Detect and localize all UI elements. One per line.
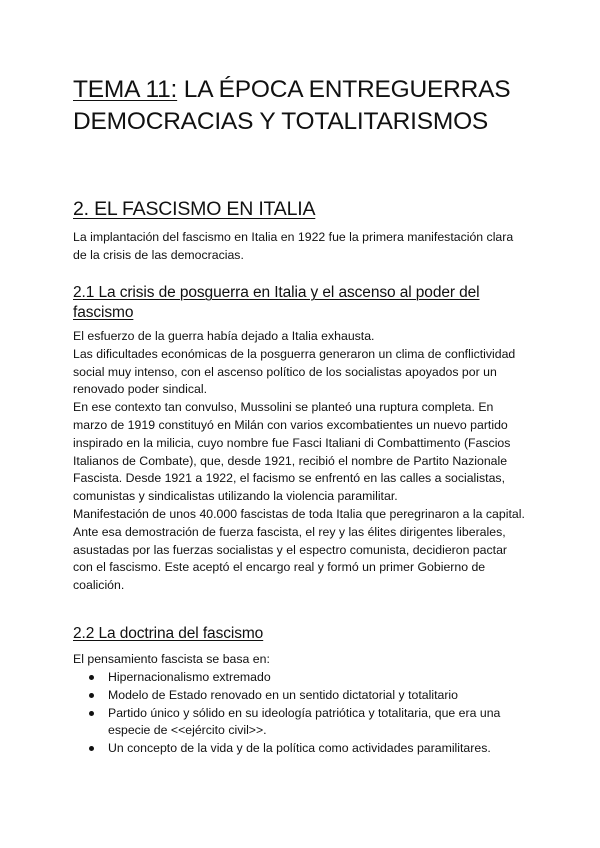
paragraph: En ese contexto tan convulso, Mussolini se planteó una ruptura completa. En marzo de 1919 constituyó en Milán con varios excombatientes un nuevo partido inspirado en la milicia, cuyo nombre fue Fasci Italiani di Combattimento (Fascios Italianos de Combate), que, desde 1921, recibió el nombre de Partito Nazionale Fascista. Desde 1921 a 1922, el facismo se enfrentó en las calles a socialistas, comunistas y sindicalistas utilizando la violencia paramilitar. xyxy=(73,400,511,504)
paragraph: El esfuerzo de la guerra había dejado a Italia exhausta. xyxy=(73,329,375,343)
paragraph: El pensamiento fascista se basa en: xyxy=(73,652,270,666)
subsection-2-1-body xyxy=(73,328,528,595)
list-item xyxy=(73,669,533,687)
list-item xyxy=(73,705,533,741)
subsection-2-2-intro xyxy=(73,651,528,669)
subsection-heading-2-1: 2.1 La crisis de posguerra en Italia y el ascenso al poder del fascismo xyxy=(73,284,480,321)
list-item xyxy=(73,740,533,758)
bullet-icon xyxy=(89,746,94,751)
bullet-icon xyxy=(89,711,94,716)
document-title xyxy=(73,74,543,138)
title-text: LA ÉPOCA ENTREGUERRAS DEMOCRACIAS Y TOTALITARISMOS xyxy=(73,76,511,135)
bullet-icon xyxy=(89,693,94,698)
list-item-text: Hipernacionalismo extremado xyxy=(108,670,271,684)
list-item xyxy=(73,687,533,705)
list-item-text: Un concepto de la vida y de la política como actividades paramilitares. xyxy=(108,741,491,756)
title-prefix: TEMA 11: xyxy=(73,76,178,103)
paragraph: Manifestación de unos 40.000 fascistas de toda Italia que peregrinaron a la capital. Ante esa demostración de fuerza fascista, el rey y las élites dirigentes liberales, asustadas por las fuerzas socialistas y el espectro comunista, decidieron pactar con el fascismo. Este aceptó el encargo real y formó un primer Gobierno de coalición. xyxy=(73,506,525,593)
paragraph: Las dificultades económicas de la posguerra generaron un clima de conflictividad social muy intenso, con el ascenso político de los socialistas apoyados por un renovado poder sindical. xyxy=(73,346,516,397)
section-intro xyxy=(73,229,528,265)
subsection-heading-2-2: 2.2 La doctrina del fascismo xyxy=(73,625,264,642)
bullet-icon xyxy=(89,675,94,680)
list-item-text: Partido único y sólido en su ideología patriótica y totalitaria, que era una especie de <<ejército civil>>. xyxy=(108,705,501,738)
section-intro-text: La implantación del fascismo en Italia en 1922 fue la primera manifestación clara de la crisis de las democracias. xyxy=(73,230,514,262)
doctrine-list xyxy=(73,669,533,758)
section-heading-fascismo-italia: 2. EL FASCISMO EN ITALIA xyxy=(73,198,316,220)
list-item-text: Modelo de Estado renovado en un sentido dictatorial y totalitario xyxy=(108,687,458,702)
